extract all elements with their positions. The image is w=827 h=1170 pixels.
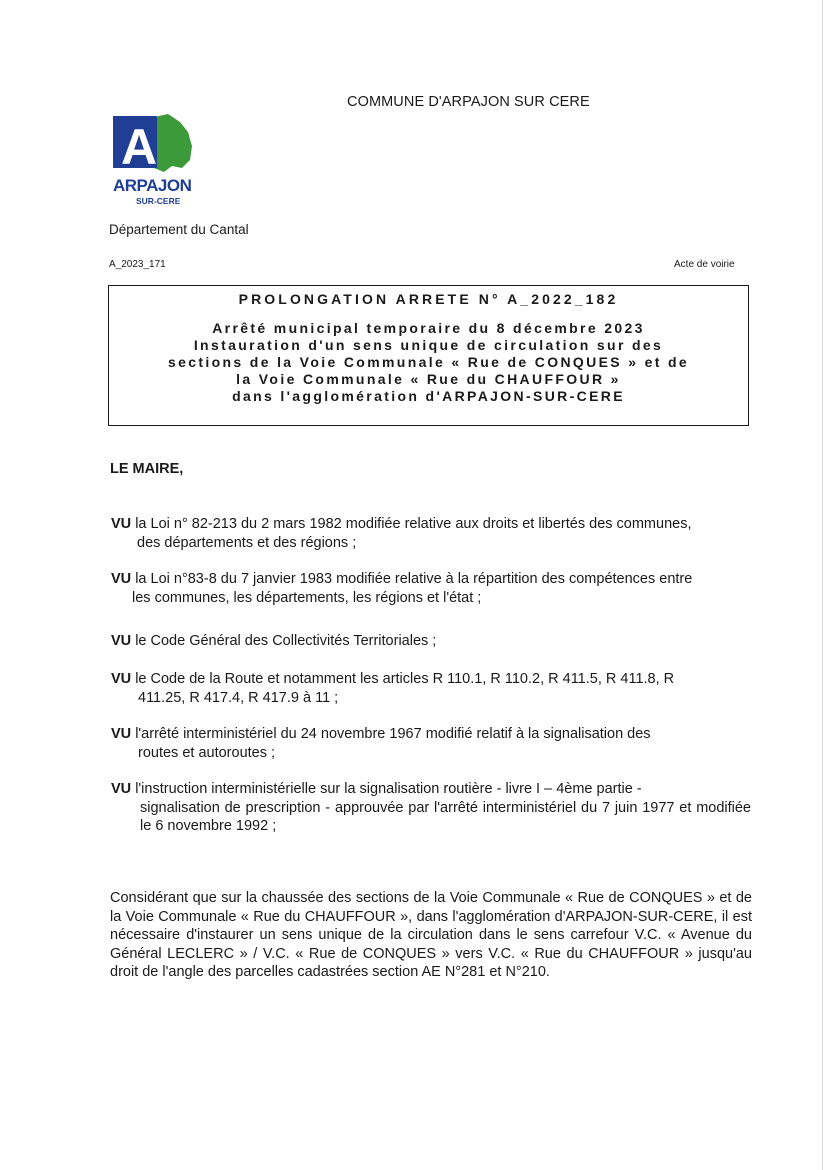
considering-paragraph: Considérant que sur la chaussée des sections de la Voie Communale « Rue de CONQUES » et de la Voie Communale « Rue du CHAUFFOUR », dans l'agglomération d'ARPAJON-SUR-CERE, il est nécessaire d'instaurer un sens unique de la circulation dans le sens carrefour V.C. « Avenue du Général LECLERC » / V.C. « Rue de CONQUES » vers V.C. « Rue du CHAUFFOUR » jusqu'au droit de l'angle des parcelles cadastrées section AE N°281 et N°210. — [110, 890, 752, 980]
vu-item — [111, 570, 751, 607]
vu-text-first: la Loi n°83-8 du 7 janvier 1983 modifiée relative à la répartition des compétences entre — [135, 571, 693, 587]
vu-keyword: VU — [111, 726, 132, 742]
title-line: Arrêté municipal temporaire du 8 décembre 2023 — [212, 320, 645, 336]
title-box — [108, 285, 749, 426]
logo-letter: A — [121, 119, 158, 175]
vu-text-first: le Code de la Route et notamment les articles R 110.1, R 110.2, R 411.5, R 411.8, R — [135, 671, 675, 687]
vu-keyword: VU — [111, 781, 132, 797]
vu-text-rest: les communes, les départements, les régions et l'état ; — [132, 589, 482, 606]
le-maire-heading: LE MAIRE, — [110, 461, 184, 477]
vu-text-rest: routes et autoroutes ; — [138, 744, 276, 761]
vu-text-first: le Code Général des Collectivités Territoriales ; — [135, 633, 437, 649]
vu-item — [111, 670, 751, 707]
commune-header: COMMUNE D'ARPAJON SUR CERE — [347, 94, 590, 110]
vu-item — [111, 632, 751, 651]
vu-item — [111, 725, 751, 762]
vu-text-rest: signalisation de prescription - approuvée par l'arrêté interministériel du 7 juin 1977 et modifiée le 6 novembre 1992 ; — [140, 799, 751, 834]
title-main: PROLONGATION ARRETE N° A_2022_182 — [238, 291, 619, 307]
department-label: Département du Cantal — [109, 222, 249, 237]
title-line: Instauration d'un sens unique de circulation sur des — [193, 337, 664, 353]
title-subtitle — [109, 320, 748, 405]
vu-keyword: VU — [111, 633, 132, 649]
reference-number: A_2023_171 — [109, 259, 166, 270]
vu-text-rest: des départements et des régions ; — [137, 534, 357, 551]
vu-item — [111, 515, 751, 552]
document-type: Acte de voirie — [674, 259, 735, 270]
logo-subtitle: SUR-CERE — [136, 196, 181, 206]
vu-text-first: l'instruction interministérielle sur la signalisation routière - livre I – 4ème partie - — [135, 781, 642, 797]
title-line: sections de la Voie Communale « Rue de CONQUES » et de — [167, 354, 690, 370]
vu-text-first: l'arrêté interministériel du 24 novembre 1967 modifié relatif à la signalisation des — [135, 726, 651, 742]
title-line: dans l'agglomération d'ARPAJON-SUR-CERE — [232, 388, 625, 404]
vu-keyword: VU — [111, 571, 132, 587]
vu-item — [111, 780, 751, 836]
title-line: la Voie Communale « Rue du CHAUFFOUR » — [236, 371, 621, 387]
vu-text-rest: 411.25, R 417.4, R 417.9 à 11 ; — [138, 689, 339, 706]
vu-text-first: la Loi n° 82-213 du 2 mars 1982 modifiée relative aux droits et libertés des communes, — [135, 516, 692, 532]
page-edge — [822, 0, 823, 1170]
vu-keyword: VU — [111, 671, 132, 687]
vu-keyword: VU — [111, 516, 132, 532]
logo-name: ARPAJON — [113, 176, 192, 195]
